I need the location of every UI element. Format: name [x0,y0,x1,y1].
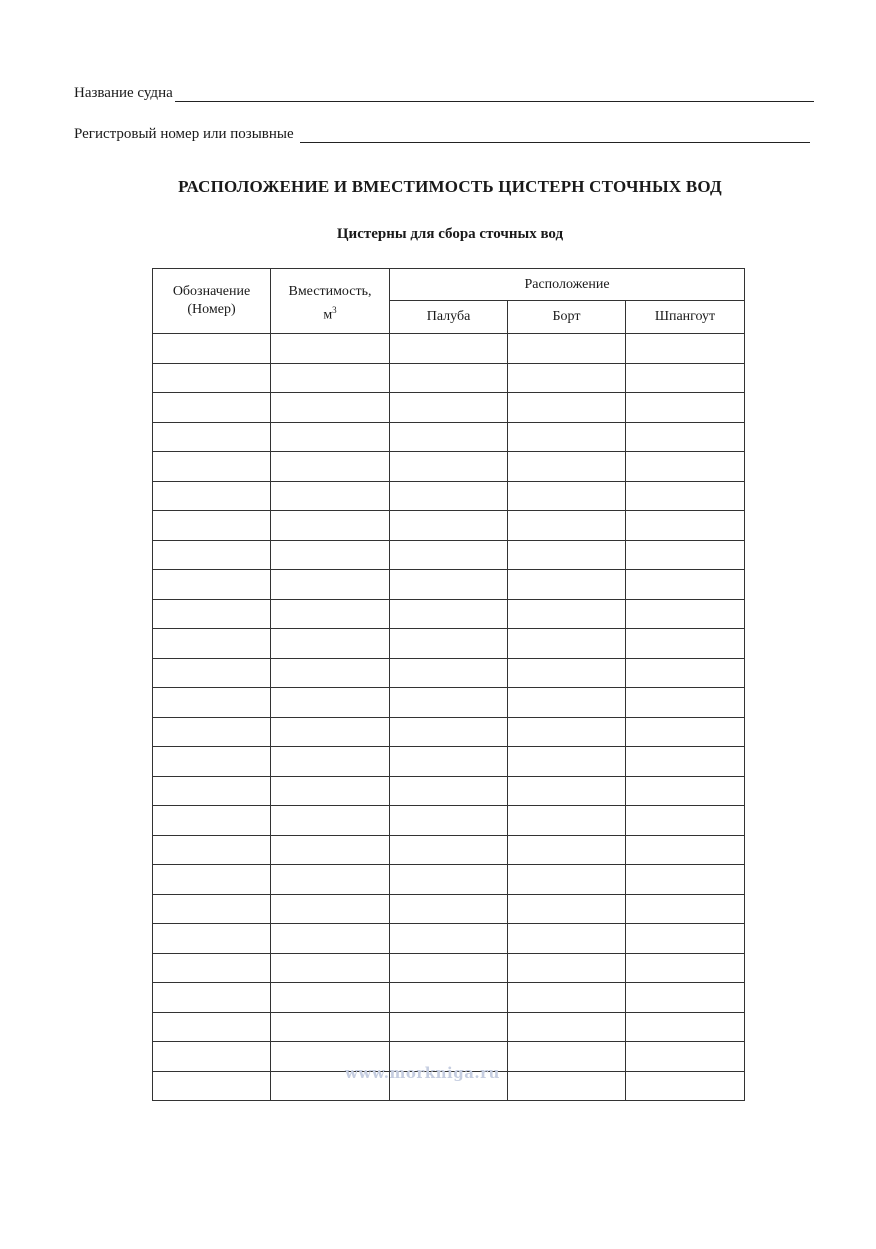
table-row [153,806,745,836]
document-title: РАСПОЛОЖЕНИЕ И ВМЕСТИМОСТЬ ЦИСТЕРН СТОЧНЫХ ВОД [178,177,722,196]
table-row [153,1012,745,1042]
table-cell[interactable] [153,983,271,1013]
table-cell[interactable] [626,688,745,718]
table-cell[interactable] [626,363,745,393]
table-cell[interactable] [153,540,271,570]
header-deck: Палуба [390,301,508,334]
table-cell[interactable] [508,570,626,600]
table-cell[interactable] [390,865,508,895]
table-cell[interactable] [153,924,271,954]
table-cell[interactable] [626,570,745,600]
table-row [153,747,745,777]
table-cell[interactable] [390,983,508,1013]
table-row [153,983,745,1013]
header-capacity-label: Вместимость, [288,284,372,299]
table-cell[interactable] [153,1071,271,1101]
table-cell[interactable] [508,393,626,423]
table-cell[interactable] [271,717,390,747]
table-cell[interactable] [508,1012,626,1042]
table-cell[interactable] [271,983,390,1013]
table-cell[interactable] [153,658,271,688]
table-row [153,953,745,983]
table-row [153,629,745,659]
table-cell[interactable] [626,717,745,747]
table-cell[interactable] [626,422,745,452]
table-cell[interactable] [626,747,745,777]
table-cell[interactable] [153,511,271,541]
table-row [153,658,745,688]
table-cell[interactable] [508,599,626,629]
table-cell[interactable] [271,629,390,659]
table-row [153,511,745,541]
table-cell[interactable] [271,806,390,836]
table-cell[interactable] [508,540,626,570]
table-cell[interactable] [508,806,626,836]
table-cell[interactable] [153,334,271,364]
header-designation-label: Обозначение [172,284,251,299]
table-cell[interactable] [508,511,626,541]
table-cell[interactable] [271,865,390,895]
table-cell[interactable] [508,983,626,1013]
table-cell[interactable] [390,481,508,511]
table-cell[interactable] [153,599,271,629]
table-row [153,599,745,629]
table-cell[interactable] [626,393,745,423]
table-cell[interactable] [153,629,271,659]
table-cell[interactable] [626,1071,745,1101]
table-cell[interactable] [271,1012,390,1042]
table-cell[interactable] [390,717,508,747]
table-cell[interactable] [271,570,390,600]
table-cell[interactable] [626,806,745,836]
table-cell[interactable] [508,717,626,747]
table-row [153,481,745,511]
table-cell[interactable] [626,1012,745,1042]
table-cell[interactable] [626,334,745,364]
table-cell[interactable] [390,924,508,954]
table-cell[interactable] [508,629,626,659]
table-cell[interactable] [390,776,508,806]
registration-blank-line[interactable] [300,126,810,143]
table-cell[interactable] [271,835,390,865]
table-cell[interactable] [508,953,626,983]
table-cell[interactable] [626,835,745,865]
table-cell[interactable] [626,452,745,482]
table-cell[interactable] [271,924,390,954]
table-cell[interactable] [153,1042,271,1072]
table-cell[interactable] [390,953,508,983]
table-cell[interactable] [626,511,745,541]
table-cell[interactable] [626,599,745,629]
sewage-tanks-table [152,268,745,1101]
table-cell[interactable] [390,1012,508,1042]
table-cell[interactable] [626,894,745,924]
table-cell[interactable] [390,570,508,600]
table-cell[interactable] [626,540,745,570]
table-row [153,894,745,924]
header-capacity [271,269,390,334]
table-row [153,835,745,865]
table-row [153,688,745,718]
table-cell[interactable] [271,452,390,482]
table-cell[interactable] [153,570,271,600]
registration-label: Регистровый номер или позывные [74,126,294,142]
table-cell[interactable] [508,1071,626,1101]
table-cell[interactable] [271,776,390,806]
table-cell[interactable] [508,747,626,777]
table-body [153,334,745,1101]
header-frame: Шпангоут [626,301,745,334]
table-cell[interactable] [153,393,271,423]
table-row [153,393,745,423]
table-cell[interactable] [153,953,271,983]
table-cell[interactable] [390,747,508,777]
table-cell[interactable] [508,334,626,364]
table-cell[interactable] [508,422,626,452]
table-cell[interactable] [271,481,390,511]
document-subtitle: Цистерны для сбора сточных вод [336,226,564,242]
table-cell[interactable] [390,658,508,688]
table-cell[interactable] [153,747,271,777]
table-row [153,570,745,600]
table-cell[interactable] [153,835,271,865]
table-cell[interactable] [153,452,271,482]
table-cell[interactable] [626,953,745,983]
table-cell[interactable] [390,452,508,482]
table-cell[interactable] [508,894,626,924]
table-cell[interactable] [390,835,508,865]
table-cell[interactable] [390,688,508,718]
table-cell[interactable] [508,835,626,865]
table-cell[interactable] [153,422,271,452]
table-cell[interactable] [153,894,271,924]
table-cell[interactable] [390,363,508,393]
table-row [153,865,745,895]
table-cell[interactable] [271,540,390,570]
table-cell[interactable] [508,481,626,511]
header-capacity-unit-power: 3 [332,305,337,315]
table-row [153,924,745,954]
table-cell[interactable] [271,658,390,688]
header-capacity-unit: м [323,307,333,323]
table-row [153,717,745,747]
table-cell[interactable] [626,658,745,688]
table-cell[interactable] [390,894,508,924]
header-designation [153,269,271,334]
table-cell[interactable] [271,393,390,423]
table-row [153,776,745,806]
table-cell[interactable] [508,776,626,806]
header-designation-sub: (Номер) [187,302,236,317]
table-cell[interactable] [153,481,271,511]
table-cell[interactable] [153,865,271,895]
table-cell[interactable] [508,865,626,895]
table-row [153,334,745,364]
table-cell[interactable] [626,983,745,1013]
table-row [153,422,745,452]
table-cell[interactable] [390,511,508,541]
table-cell[interactable] [271,363,390,393]
table-cell[interactable] [390,334,508,364]
table-cell[interactable] [626,865,745,895]
table-row [153,452,745,482]
table-cell[interactable] [153,1012,271,1042]
registration-field [74,126,810,143]
table-cell[interactable] [271,599,390,629]
table-row [153,540,745,570]
watermark: www.morkniga.ru [345,1064,500,1082]
table-cell[interactable] [508,688,626,718]
table-cell[interactable] [626,924,745,954]
table-cell[interactable] [271,334,390,364]
ship-name-blank-line[interactable] [175,85,814,102]
table-cell[interactable] [390,540,508,570]
table-cell[interactable] [271,953,390,983]
table-cell[interactable] [390,422,508,452]
table-cell[interactable] [390,629,508,659]
table-cell[interactable] [271,511,390,541]
table-cell[interactable] [390,599,508,629]
table-cell[interactable] [508,658,626,688]
header-location: Расположение [390,269,745,301]
table-cell[interactable] [508,363,626,393]
table-cell[interactable] [153,363,271,393]
table-cell[interactable] [626,629,745,659]
table-cell[interactable] [390,393,508,423]
ship-name-field [74,85,814,102]
table-cell[interactable] [153,776,271,806]
table-cell[interactable] [626,481,745,511]
table-cell[interactable] [626,776,745,806]
table-cell[interactable] [508,1042,626,1072]
table-cell[interactable] [271,688,390,718]
table-cell[interactable] [153,688,271,718]
table-cell[interactable] [390,806,508,836]
table-cell[interactable] [271,422,390,452]
table-row [153,363,745,393]
header-side: Борт [508,301,626,334]
table-cell[interactable] [626,1042,745,1072]
table-cell[interactable] [153,806,271,836]
table-cell[interactable] [508,924,626,954]
table-cell[interactable] [271,894,390,924]
ship-name-label: Название судна [74,85,173,101]
table-cell[interactable] [508,452,626,482]
table-cell[interactable] [271,747,390,777]
table-cell[interactable] [153,717,271,747]
